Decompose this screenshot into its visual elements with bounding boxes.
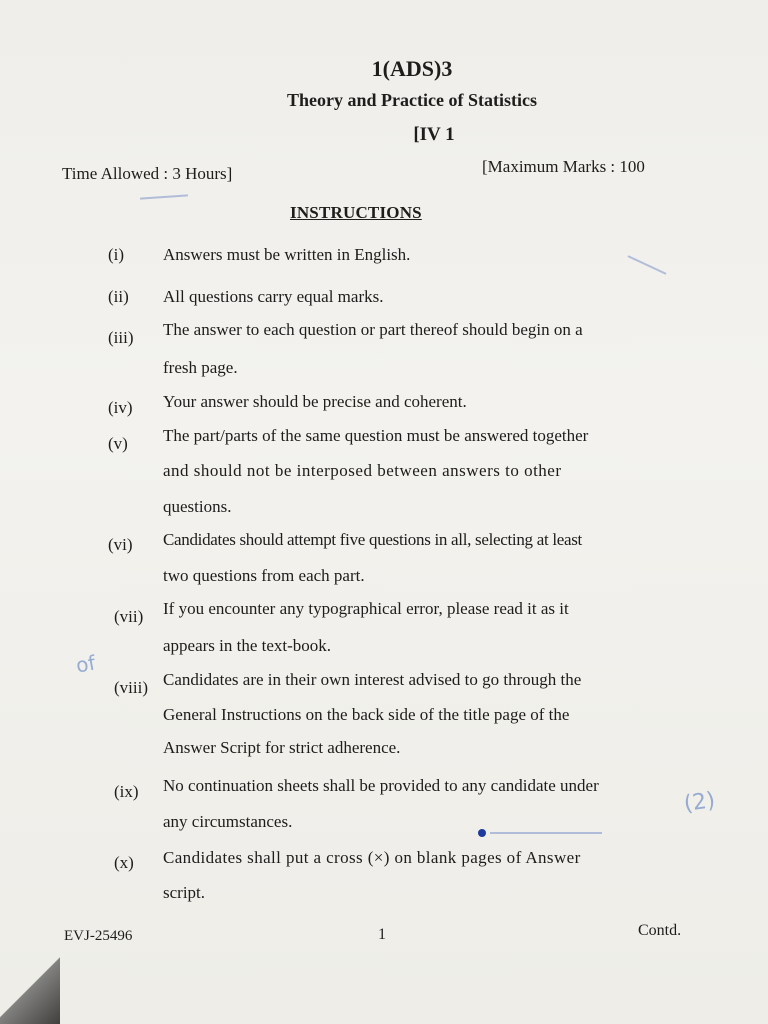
instruction-number: (ix)	[114, 782, 139, 801]
instruction-line: Candidates shall put a cross (×) on blank pages of Answer	[163, 848, 581, 867]
instruction-number: (iv)	[108, 398, 133, 417]
instructions-heading: INSTRUCTIONS	[290, 203, 422, 222]
instruction-number: (i)	[108, 245, 125, 264]
instruction-line: any circumstances.	[163, 812, 293, 831]
instruction-number: (v)	[108, 434, 128, 453]
footer-code: EVJ-25496	[64, 928, 133, 944]
page-fold-shadow	[0, 934, 60, 1024]
instruction-line: The part/parts of the same question must be answered together	[163, 426, 589, 445]
paper-code: 1(ADS)3	[371, 56, 453, 81]
instruction-line: Candidates are in their own interest advised to go through the	[163, 670, 582, 689]
instruction-line: appears in the text-book.	[163, 636, 332, 655]
instruction-line: Answer Script for strict adherence.	[163, 738, 401, 757]
instruction-line: two questions from each part.	[163, 566, 365, 585]
instruction-line: No continuation sheets shall be provided to any candidate under	[163, 776, 599, 795]
instruction-line: The answer to each question or part thereof should begin on a	[163, 320, 583, 339]
ink-stroke	[628, 255, 667, 275]
instruction-number: (iii)	[108, 328, 134, 347]
instruction-line: questions.	[163, 497, 232, 516]
instruction-line: fresh page.	[163, 358, 238, 377]
instruction-line: Your answer should be precise and coherent.	[163, 392, 467, 411]
maximum-marks: [Maximum Marks : 100	[482, 157, 645, 176]
instruction-line: Candidates should attempt five questions in all, selecting at least	[163, 530, 582, 549]
ink-dot	[478, 829, 486, 837]
instruction-number: (vi)	[108, 535, 133, 554]
instruction-line: All questions carry equal marks.	[163, 287, 384, 306]
instruction-number: (vii)	[114, 607, 144, 626]
margin-handwriting: of	[74, 650, 98, 678]
page-number: 1	[378, 926, 386, 943]
paper-subject: Theory and Practice of Statistics	[287, 90, 537, 110]
instruction-line: If you encounter any typographical error, please read it as it	[163, 599, 569, 618]
paper-number: [IV 1	[413, 124, 455, 145]
ink-stroke	[140, 194, 188, 199]
instruction-line: script.	[163, 883, 206, 902]
time-allowed: Time Allowed : 3 Hours]	[62, 164, 233, 183]
continued-label: Contd.	[638, 922, 682, 939]
ink-stroke	[490, 832, 602, 834]
instruction-number: (x)	[114, 853, 134, 872]
circled-number-handwriting: (2)	[682, 787, 717, 818]
instruction-line: General Instructions on the back side of the title page of the	[163, 705, 570, 724]
instruction-number: (viii)	[114, 678, 148, 697]
instruction-line: Answers must be written in English.	[163, 245, 411, 264]
instruction-number: (ii)	[108, 287, 129, 306]
instruction-line: and should not be interposed between answers to other	[163, 461, 562, 480]
